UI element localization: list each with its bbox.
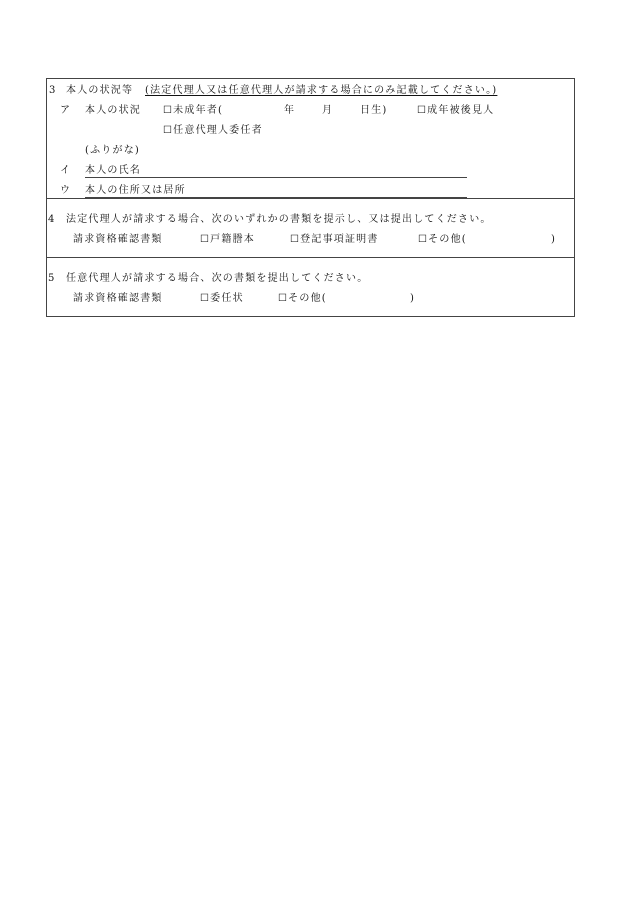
section-3-title: 本人の状況等 (66, 85, 134, 96)
section-5-instruction: 任意代理人が請求する場合、次の書類を提出してください。 (66, 273, 369, 284)
section-5-other-checkbox[interactable]: ☐その他( (278, 293, 327, 304)
section-3-number: 3 (49, 85, 56, 96)
section-4-instruction: 法定代理人が請求する場合、次のいずれかの書類を提示し、又は提出してください。 (66, 214, 492, 225)
birth-day-label: 日生) (360, 105, 388, 116)
item-i-marker: イ (60, 165, 72, 176)
family-register-checkbox[interactable]: ☐戸籍謄本 (200, 234, 255, 245)
section-4-other-checkbox[interactable]: ☐その他( (418, 234, 467, 245)
adult-ward-checkbox[interactable]: ☐成年被後見人 (417, 105, 495, 116)
section-5-voluntary-agent (47, 258, 574, 317)
power-of-attorney-checkbox[interactable]: ☐委任状 (200, 293, 244, 304)
section-5-docs-label: 請求資格確認書類 (73, 293, 163, 304)
section-4-legal-agent (47, 199, 574, 258)
section-3-condition-note: (法定代理人又は任意代理人が請求する場合にのみ記載してください。) (145, 85, 498, 96)
section-5-number: 5 (48, 273, 55, 284)
item-a-marker: ア (60, 105, 72, 116)
principal-address-field[interactable] (85, 197, 467, 198)
registry-certificate-checkbox[interactable]: ☐登記事項証明書 (290, 234, 379, 245)
section-4-number: 4 (48, 214, 55, 225)
section-5-other-close: ) (410, 293, 416, 304)
section-3-principal-status (47, 79, 574, 199)
principal-name-label: 本人の氏名 (85, 165, 141, 176)
section-4-other-close: ) (551, 234, 557, 245)
minor-checkbox[interactable]: ☐未成年者( (163, 105, 224, 116)
birth-month-label: 月 (322, 105, 334, 116)
principal-name-field[interactable] (85, 177, 467, 178)
furigana-label: (ふりがな) (85, 145, 141, 156)
birth-year-label: 年 (284, 105, 296, 116)
item-u-marker: ウ (60, 185, 72, 196)
item-a-label: 本人の状況 (85, 105, 141, 116)
voluntary-principal-checkbox[interactable]: ☐任意代理人委任者 (163, 125, 263, 136)
principal-address-label: 本人の住所又は居所 (85, 185, 186, 196)
section-4-docs-label: 請求資格確認書類 (73, 234, 163, 245)
request-form-box (46, 78, 575, 317)
